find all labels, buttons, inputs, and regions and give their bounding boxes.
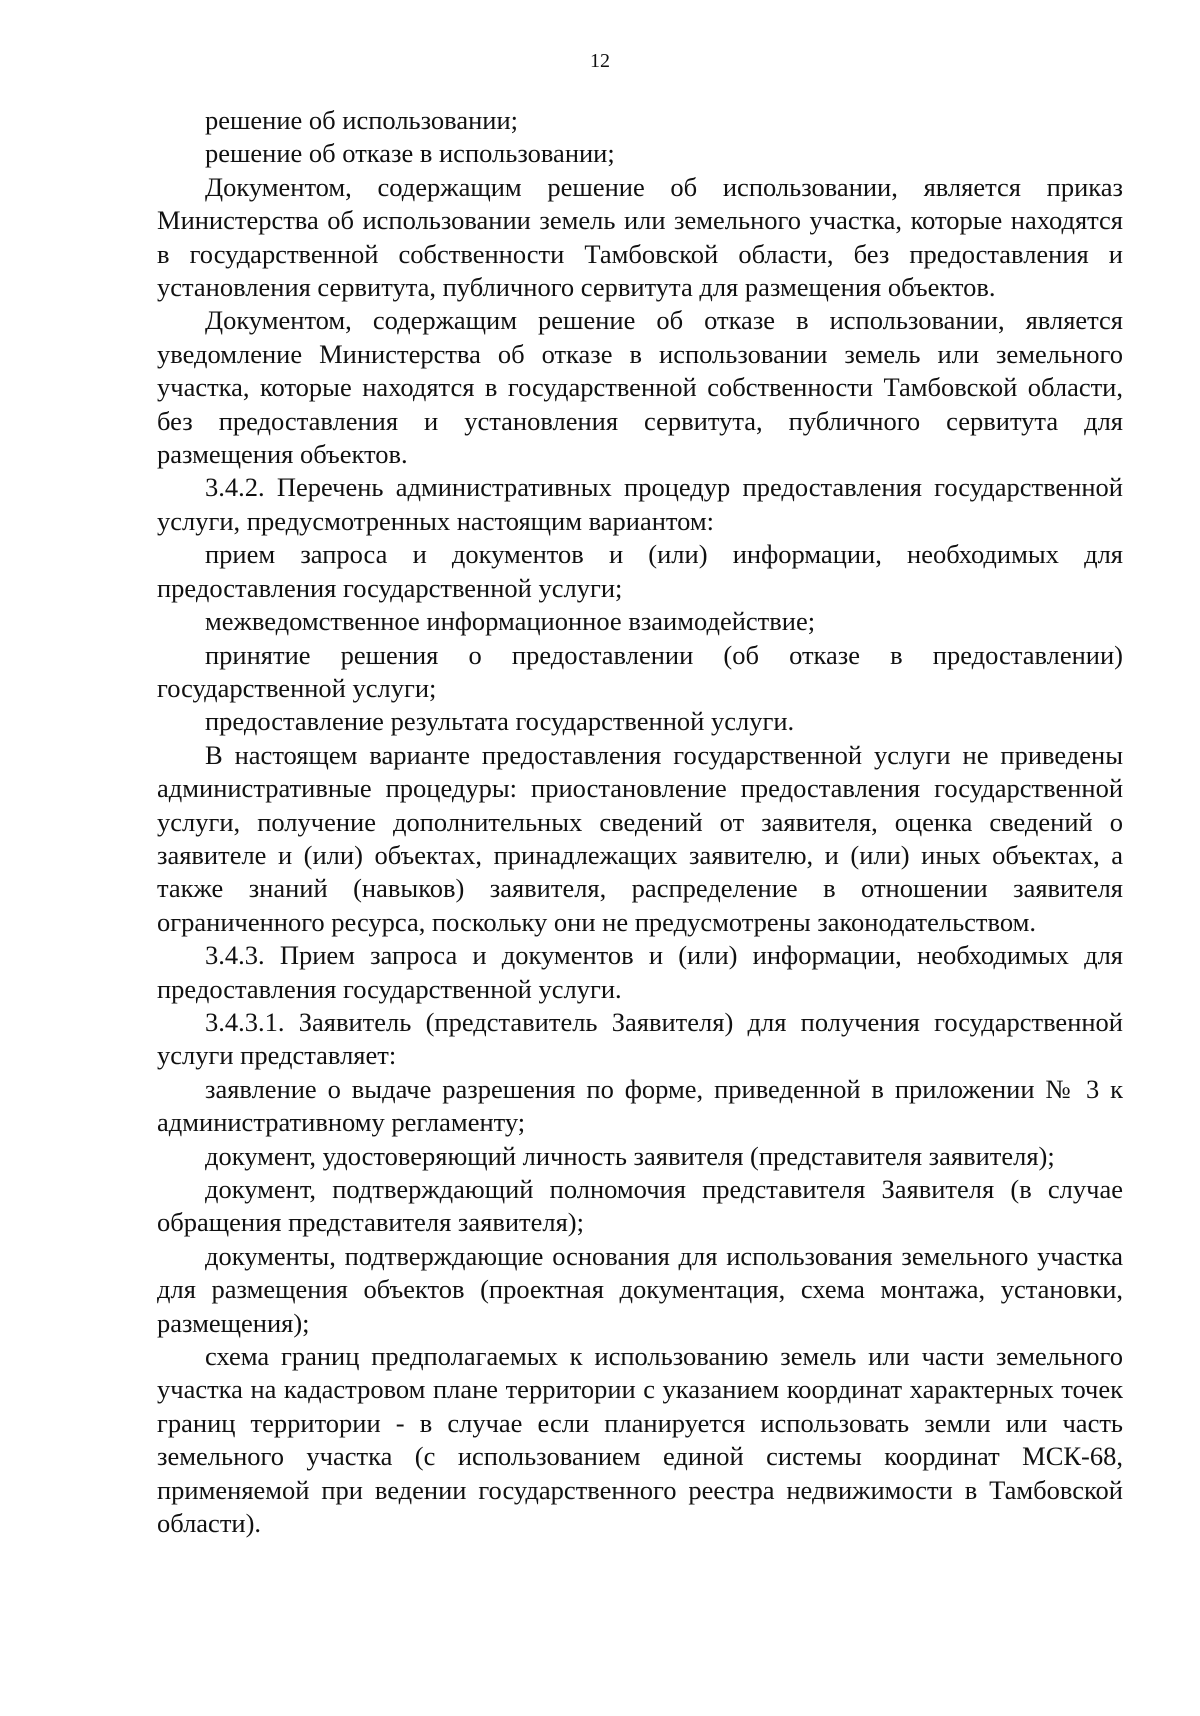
- paragraph-application-form: заявление о выдаче разрешения по форме, приведенной в приложении № 3 к административному регламенту;: [157, 1073, 1123, 1138]
- paragraph-procedure-interagency: межведомственное информационное взаимодействие;: [205, 606, 816, 637]
- paragraph-3-4-3: 3.4.3. Прием запроса и документов и (или) информации, необходимых для предоставления государственной услуги.: [157, 940, 1123, 1004]
- paragraph-identity-document: документ, удостоверяющий личность заявителя (представителя заявителя);: [205, 1140, 1055, 1171]
- paragraph-use-order: Документом, содержащим решение об использовании, является приказ Министерства об использовании земель или земельного участка, которые находятся в государственной собственности Тамбовской области, без предоставления и установления сервитута, публичного сервитута для размещения объектов.: [157, 171, 1123, 303]
- document-body: [157, 104, 1123, 1540]
- paragraph-3-4-2: 3.4.2. Перечень административных процедур предоставления государственной услуги, предусмотренных настоящим вариантом:: [157, 472, 1123, 536]
- paragraph-not-included: В настоящем варианте предоставления государственной услуги не приведены административные процедуры: приостановление предоставления государственной услуги, получение дополнительных сведений от заявителя, оценка сведений о заявителе и (или) объектах, принадлежащих заявителю, и (или) иных объектах, а также знаний (навыков) заявителя, распределение в отношении заявителя ограниченного ресурса, поскольку они не предусмотрены законодательством.: [157, 739, 1123, 937]
- paragraph-3-4-3-1: 3.4.3.1. Заявитель (представитель Заявителя) для получения государственной услуги представляет:: [157, 1006, 1123, 1071]
- paragraph-procedure-intake: прием запроса и документов и (или) информации, необходимых для предоставления государственной услуги;: [157, 539, 1123, 603]
- paragraph-authority-document: документ, подтверждающий полномочия представителя Заявителя (в случае обращения представителя заявителя);: [157, 1174, 1123, 1238]
- page-number: 12: [590, 50, 610, 72]
- paragraph-procedure-result: предоставление результата государственной услуги.: [205, 706, 795, 737]
- paragraph-refusal-notice: Документом, содержащим решение об отказе в использовании, является уведомление Министерства об отказе в использовании земель или земельного участка, которые находятся в государственной собственности Тамбовской области, без предоставления и установления сервитута, публичного сервитута для размещения объектов.: [157, 305, 1123, 470]
- paragraph-decision-use: решение об использовании;: [205, 105, 519, 135]
- paragraph-procedure-decision: принятие решения о предоставлении (об отказе в предоставлении) государственной услуги;: [157, 639, 1123, 703]
- paragraph-decision-refusal: решение об отказе в использовании;: [205, 138, 615, 169]
- paragraph-grounds-documents: документы, подтверждающие основания для использования земельного участка для размещения объектов (проектная документация, схема монтажа, установки, размещения);: [157, 1240, 1123, 1338]
- paragraph-boundary-scheme: схема границ предполагаемых к использованию земель или части земельного участка на кадастровом плане территории с указанием координат характерных точек границ территории - в случае если планируется использовать земли или часть земельного участка (с использованием единой системы координат МСК-68, применяемой при ведении государственного реестра недвижимости в Тамбовской области).: [157, 1341, 1123, 1539]
